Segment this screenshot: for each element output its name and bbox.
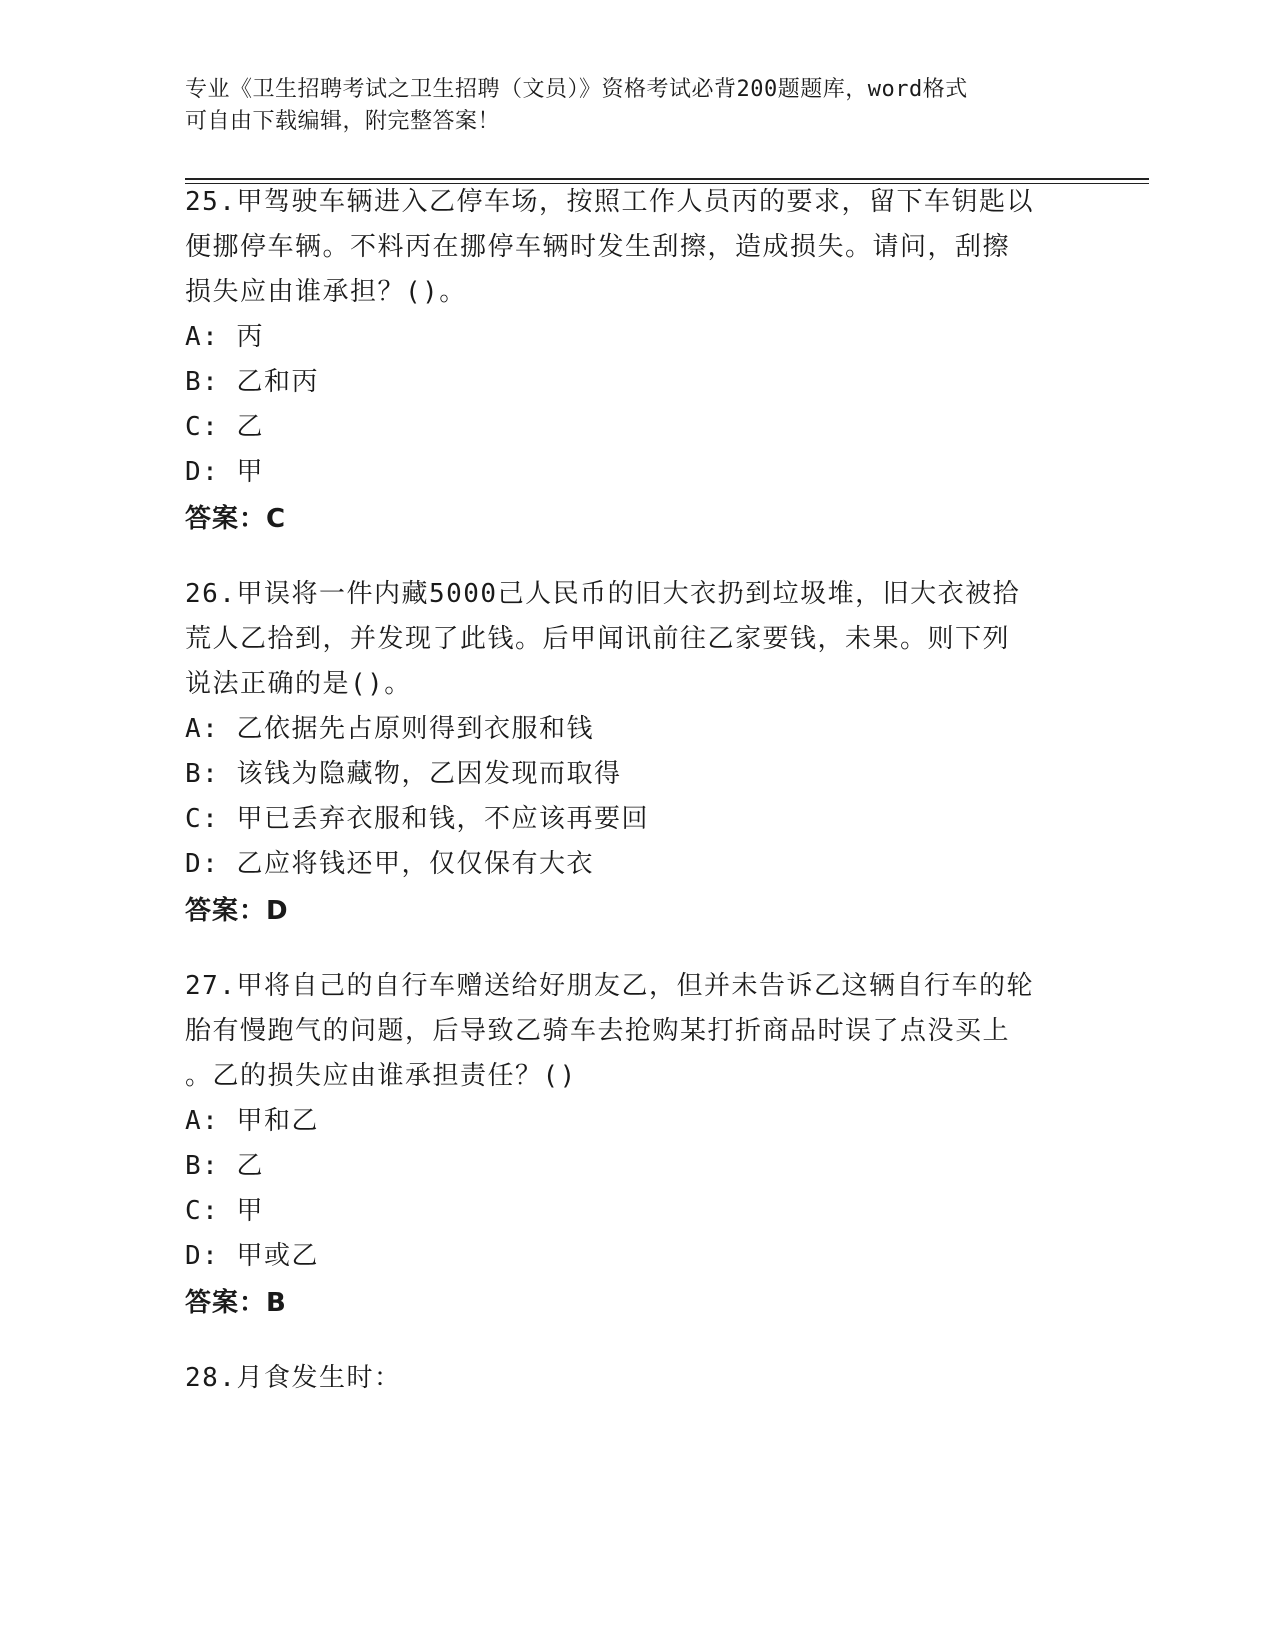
question-stem-line: 损失应由谁承担？()。 [185,277,467,307]
question-stem-line: 说法正确的是()。 [185,669,412,699]
option-c: C: 乙 [185,412,264,442]
question-stem-line: 。乙的损失应由谁承担责任？() [185,1061,577,1091]
option-b: B: 乙 [185,1151,264,1181]
question-stem-line: 荒人乙拾到，并发现了此钱。后甲闻讯前往乙家要钱，未果。则下列 [185,624,1011,654]
option-b: B: 乙和丙 [185,367,319,397]
option-c: C: 甲已丢弃衣服和钱，不应该再要回 [185,804,649,834]
option-d: D: 乙应将钱还甲，仅仅保有大衣 [185,849,594,879]
answer-label: 答案：B [185,1288,287,1318]
header-line-2: 可自由下载编辑，附完整答案！ [185,109,501,134]
option-d: D: 甲 [185,457,264,487]
header-line-1: 专业《卫生招聘考试之卫生招聘（文员）》资格考试必背200题题库，word格式 [185,77,968,102]
question-stem-line: 25.甲驾驶车辆进入乙停车场，按照工作人员丙的要求，留下车钥匙以 [185,187,1034,217]
question-stem-line: 27.甲将自己的自行车赠送给好朋友乙，但并未告诉乙这辆自行车的轮 [185,971,1034,1001]
question-26 [185,572,1065,934]
option-c: C: 甲 [185,1196,264,1226]
question-stem-line: 便挪停车辆。不料丙在挪停车辆时发生刮擦，造成损失。请问，刮擦 [185,232,1011,262]
question-stem-line: 胎有慢跑气的问题，后导致乙骑车去抢购某打折商品时误了点没买上 [185,1016,1011,1046]
option-a: A: 甲和乙 [185,1106,319,1136]
question-stem-line: 28.月食发生时： [185,1363,402,1393]
option-b: B: 该钱为隐藏物，乙因发现而取得 [185,759,622,789]
answer-label: 答案：C [185,504,287,534]
question-28 [185,1356,1065,1401]
question-27 [185,964,1065,1326]
option-d: D: 甲或乙 [185,1241,319,1271]
document-header [185,74,1065,138]
question-25 [185,180,1065,542]
option-a: A: 丙 [185,322,264,352]
question-stem-line: 26.甲误将一件内藏5000己人民币的旧大衣扔到垃圾堆，旧大衣被拾 [185,579,1021,609]
answer-label: 答案：D [185,896,289,926]
option-a: A: 乙依据先占原则得到衣服和钱 [185,714,594,744]
